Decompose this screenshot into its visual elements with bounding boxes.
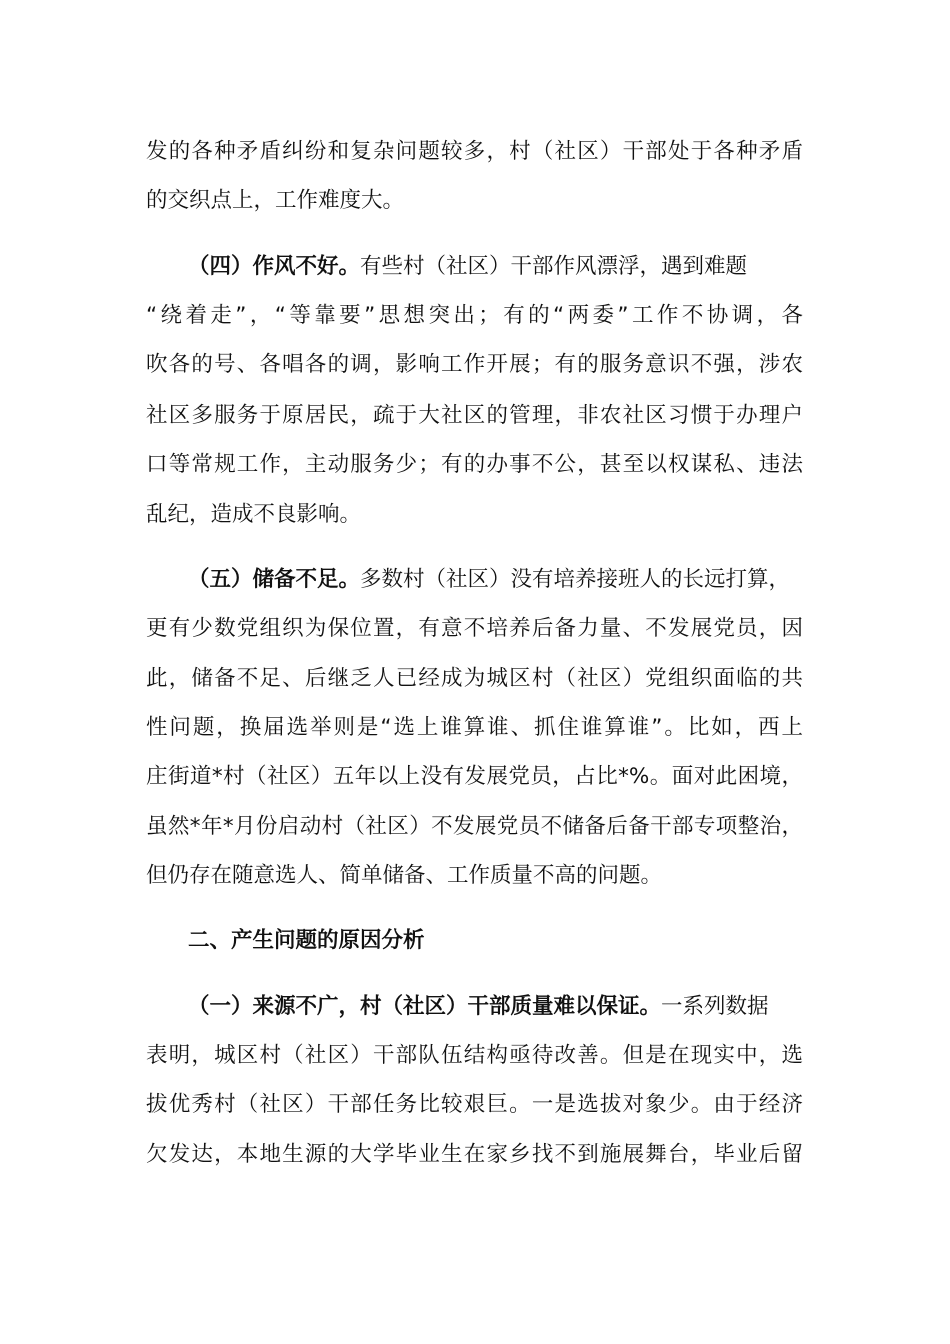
paragraph-text: 一系列数据 [661,994,769,1019]
paragraph-line: 社区多服务于原居民，疏于大社区的管理，非农社区习惯于办理户 [146,403,803,428]
paragraph-lead: （五）储备不足。 [188,567,361,592]
paragraph-lead: （四）作风不好。 [188,254,361,279]
paragraph-line: 性问题，换届选举则是“选上谁算谁、抓住谁算谁”。比如，西上 [146,715,803,740]
paragraph-line: 乱纪，造成不良影响。 [146,502,362,527]
paragraph-line: 更有少数党组织为保位置，有意不培养后备力量、不发展党员，因 [146,616,803,641]
paragraph-line: 但仍存在随意选人、简单储备、工作质量不高的问题。 [146,863,663,888]
paragraph-text: 多数村（社区）没有培养接班人的长远打算， [360,567,791,592]
paragraph-first-line [188,252,747,282]
paragraph-lead: （一）来源不广，村（社区）干部质量难以保证。 [188,994,662,1019]
paragraph-line: 表明，城区村（社区）干部队伍结构亟待改善。但是在现实中，选 [146,1043,803,1068]
paragraph-line: 口等常规工作，主动服务少；有的办事不公，甚至以权谋私、违法 [146,452,803,477]
section-heading: 二、产生问题的原因分析 [188,928,425,953]
paragraph-line: “绕着走”，“等靠要”思想突出；有的“两委”工作不协调，各 [146,303,803,328]
paragraph-line: 虽然*年*月份启动村（社区）不发展党员不储备后备干部专项整治， [146,814,803,839]
paragraph-line: 吹各的号、各唱各的调，影响工作开展；有的服务意识不强，涉农 [146,352,803,377]
paragraph-line: 的交织点上，工作难度大。 [146,188,405,213]
paragraph-line: 此，储备不足、后继乏人已经成为城区村（社区）党组织面临的共 [146,666,803,691]
paragraph-first-line [188,992,769,1022]
paragraph-line: 庄街道*村（社区）五年以上没有发展党员，占比*%。面对此困境， [146,764,803,789]
paragraph-line: 欠发达，本地生源的大学毕业生在家乡找不到施展舞台，毕业后留 [146,1142,803,1167]
paragraph-first-line [188,565,790,595]
paragraph-text: 有些村（社区）干部作风漂浮，遇到难题 [360,254,748,279]
paragraph-line: 发的各种矛盾纠纷和复杂问题较多，村（社区）干部处于各种矛盾 [146,139,803,164]
paragraph-line: 拔优秀村（社区）干部任务比较艰巨。一是选拔对象少。由于经济 [146,1092,803,1117]
